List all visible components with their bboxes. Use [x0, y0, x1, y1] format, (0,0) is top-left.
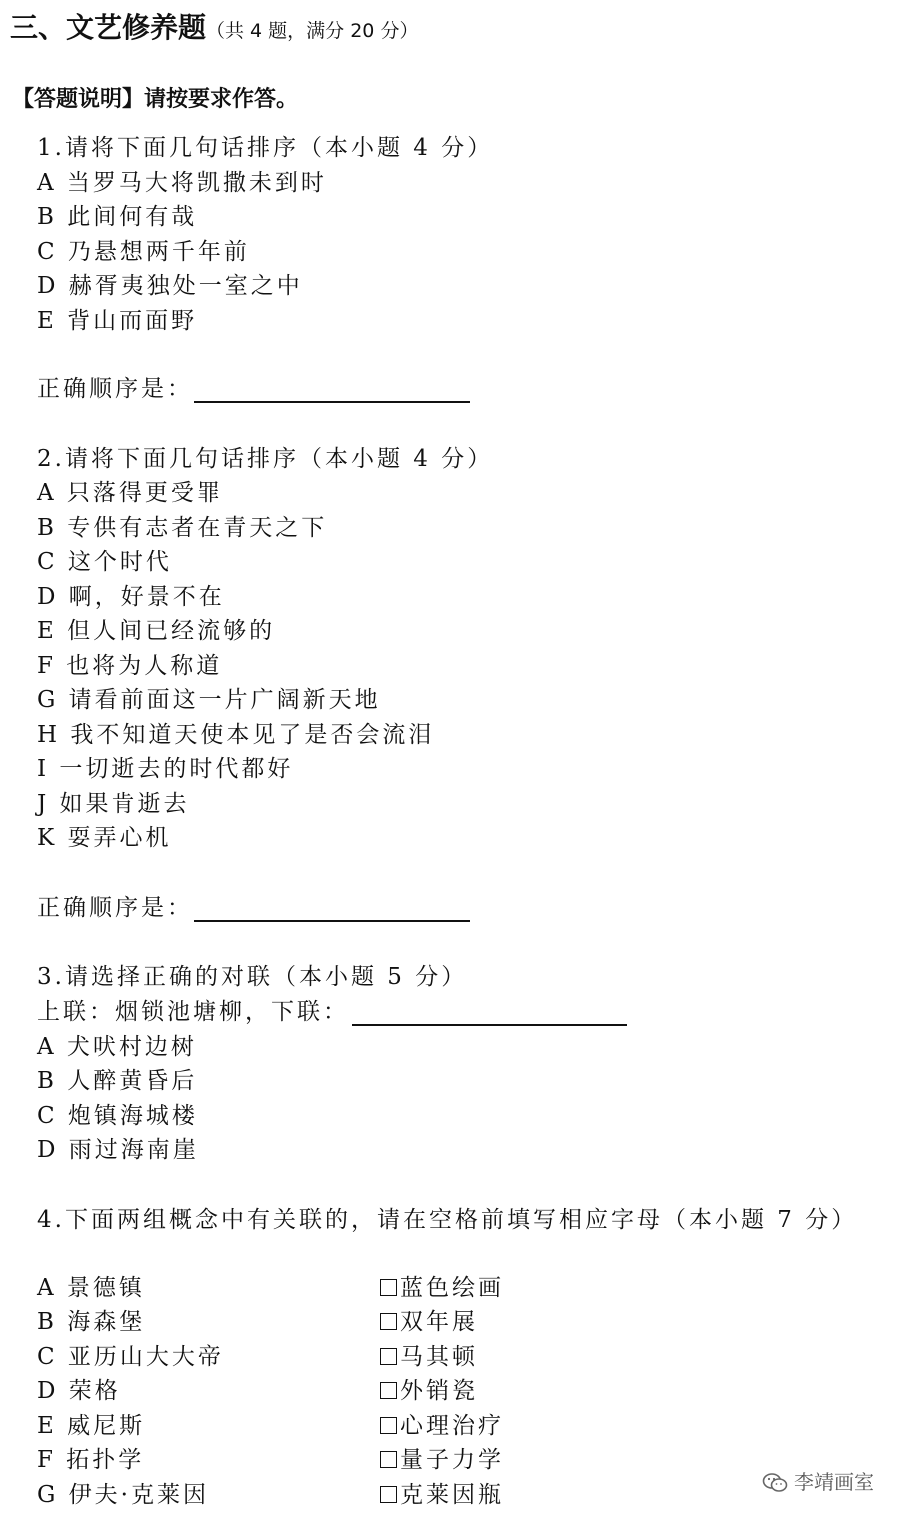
q2-option: B 专供有志者在青天之下 — [37, 515, 328, 541]
section-title — [10, 6, 418, 46]
q3-answer-blank[interactable] — [352, 1024, 627, 1026]
q2-option: H 我不知道天使本见了是否会流泪 — [37, 722, 435, 748]
q2-option: G 请看前面这一片广阔新天地 — [37, 687, 381, 713]
q4-right-item — [380, 1445, 504, 1475]
q2-option: C 这个时代 — [37, 549, 172, 575]
q4-right-label: 克莱因瓶 — [400, 1482, 504, 1508]
q3-option: B 人醉黄昏后 — [37, 1068, 198, 1094]
q2-option: K 耍弄心机 — [37, 825, 172, 851]
q4-right-label: 外销瓷 — [400, 1378, 478, 1404]
q4-prompt: 4.下面两组概念中有关联的，请在空格前填写相应字母（本小题 7 分） — [37, 1207, 858, 1233]
watermark-text: 李靖画室 — [794, 1470, 874, 1494]
answer-checkbox[interactable] — [380, 1486, 397, 1503]
q4-right-item — [380, 1273, 504, 1303]
q2-option: A 只落得更受罪 — [37, 480, 223, 506]
q3-option: A 犬吠村边树 — [37, 1034, 197, 1060]
q4-right-label: 马其顿 — [400, 1344, 478, 1370]
q4-right-label: 蓝色绘画 — [400, 1275, 504, 1301]
q4-right-item — [380, 1342, 478, 1372]
q4-left-item: E 威尼斯 — [37, 1413, 146, 1439]
q1-option: B 此间何有哉 — [37, 204, 198, 230]
q3-option: D 雨过海南崖 — [37, 1137, 199, 1163]
q4-left-item: A 景德镇 — [37, 1275, 145, 1301]
q4-right-item — [380, 1376, 478, 1406]
q4-right-label: 心理治疗 — [400, 1413, 504, 1439]
q1-option: E 背山而面野 — [37, 308, 198, 334]
q1-answer-label: 正确顺序是： — [37, 376, 193, 402]
q4-right-label: 双年展 — [400, 1309, 478, 1335]
q4-left-item: C 亚历山大大帝 — [37, 1344, 224, 1370]
answer-checkbox[interactable] — [380, 1348, 397, 1365]
q4-right-item — [380, 1480, 504, 1510]
section-subtitle: （共 4 题，满分 20 分） — [206, 20, 419, 42]
answer-checkbox[interactable] — [380, 1417, 397, 1434]
q2-option: D 啊，好景不在 — [37, 584, 225, 610]
q2-option: E 但人间已经流够的 — [37, 618, 276, 644]
wechat-icon — [762, 1472, 788, 1494]
q1-prompt: 1.请将下面几句话排序（本小题 4 分） — [37, 135, 494, 161]
q1-option: A 当罗马大将凯撒未到时 — [37, 170, 327, 196]
answer-checkbox[interactable] — [380, 1382, 397, 1399]
q4-left-item: D 荣格 — [37, 1378, 121, 1404]
q4-right-label: 量子力学 — [400, 1447, 504, 1473]
q2-option: I 一切逝去的时代都好 — [37, 756, 294, 782]
answer-checkbox[interactable] — [380, 1451, 397, 1468]
answer-checkbox[interactable] — [380, 1313, 397, 1330]
section-title-text: 三、文艺修养题 — [10, 11, 207, 44]
answer-checkbox[interactable] — [380, 1279, 397, 1296]
q4-left-item: B 海森堡 — [37, 1309, 146, 1335]
q2-option: F 也将为人称道 — [37, 653, 223, 679]
q2-answer-label: 正确顺序是： — [37, 895, 193, 921]
q4-left-item: G 伊夫·克莱因 — [37, 1482, 209, 1508]
q2-option: J 如果肯逝去 — [37, 791, 190, 817]
q2-prompt: 2.请将下面几句话排序（本小题 4 分） — [37, 446, 494, 472]
q3-couplet: 上联：烟锁池塘柳，下联： — [37, 999, 349, 1025]
q4-right-item — [380, 1307, 478, 1337]
instructions: 【答题说明】请按要求作答。 — [12, 87, 299, 112]
q1-option: C 乃悬想两千年前 — [37, 239, 250, 265]
q3-option: C 炮镇海城楼 — [37, 1103, 198, 1129]
q1-option: D 赫胥夷独处一室之中 — [37, 273, 303, 299]
q2-answer-blank[interactable] — [194, 920, 470, 922]
watermark — [762, 1466, 874, 1495]
q3-prompt: 3.请选择正确的对联（本小题 5 分） — [37, 964, 468, 990]
q4-left-item: F 拓扑学 — [37, 1447, 145, 1473]
q1-answer-blank[interactable] — [194, 401, 470, 403]
q4-right-item — [380, 1411, 504, 1441]
